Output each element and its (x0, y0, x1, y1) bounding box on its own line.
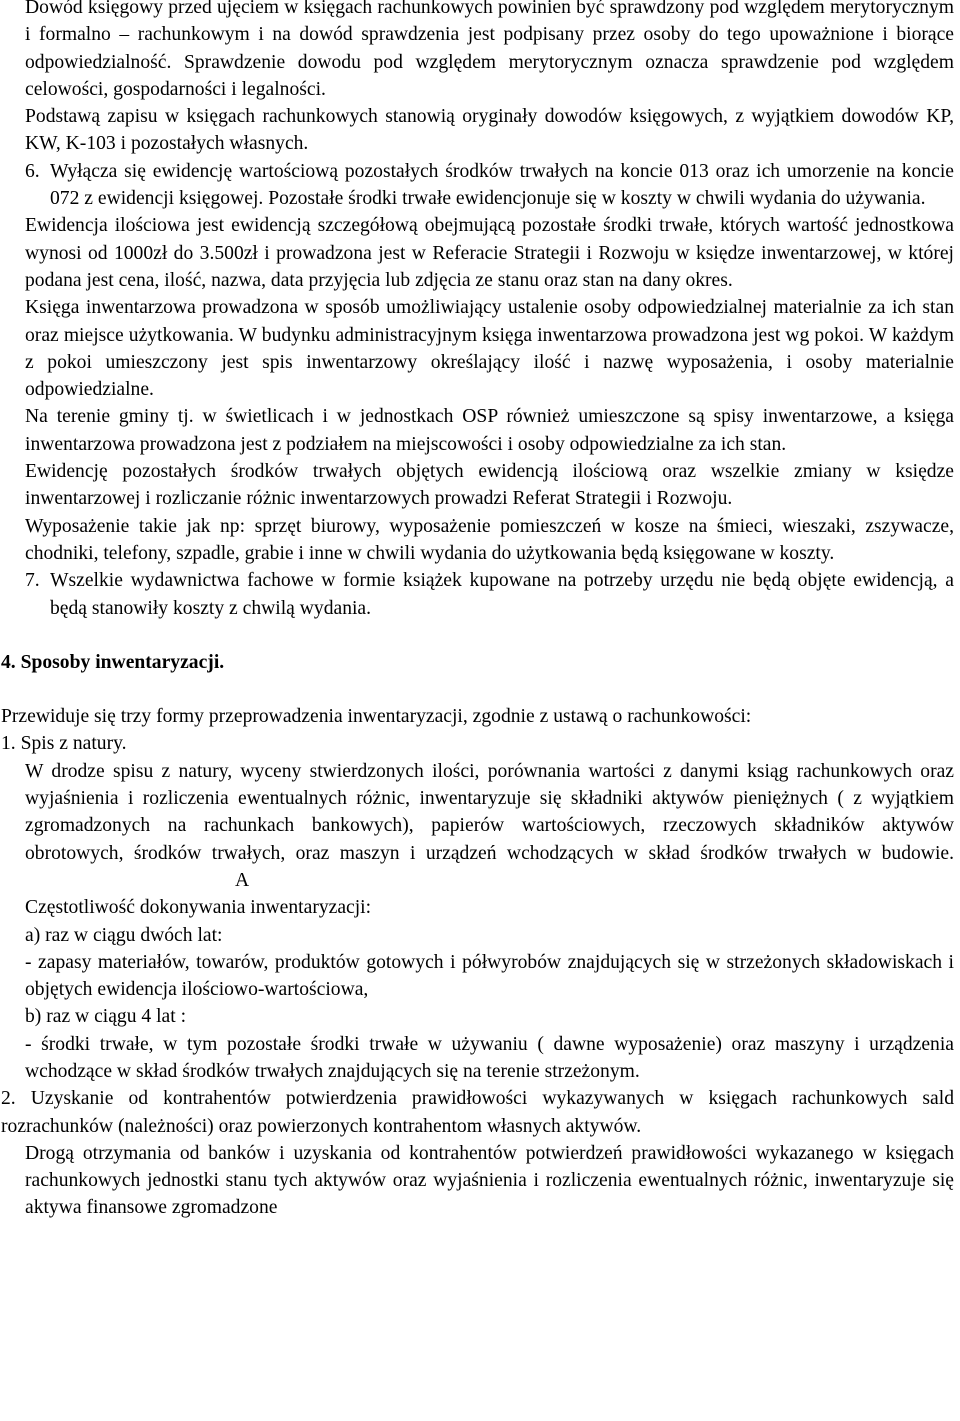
paragraph-records-department: Ewidencję pozostałych środków trwałych objętych ewidencją ilościową oraz wszelkie zmiany w księdze inwentarzowej i rozliczanie różnic inwentarzowych prowadzi Referat Strategii i Rozwoju. (25, 461, 954, 510)
paragraph-every-two-years: a) raz w ciągu dwóch lat: (25, 924, 223, 946)
paragraph-quantity-records: Ewidencja ilościowa jest ewidencją szczegółową obejmującą pozostałe środki trwałe, których wartość jednostkowa wynosi od 1000zł do 3.500zł i prowadzona jest w Referacie Strategii i Rozwoju w księdze inwentarzowej, w której podana jest cena, ilość, nazwa, data przyjęcia lub zdjęcia ze stanu oraz stan na dany okres. (25, 215, 954, 291)
paragraph-every-four-years: b) raz w ciągu 4 lat : (25, 1006, 187, 1028)
paragraph-bank-confirmation: Drogą otrzymania od banków i uzyskania od kontrahentów potwierdzeń prawidłowości wykazanego w księgach rachunkowych jednostki stanu tych aktywów oraz wyjaśnienia i rozliczenia ewentualnych różnic, inwentaryzuje się aktywa finansowe zgromadzone (25, 1142, 954, 1219)
paragraph-fixed-assets: - środki trwałe, w tym pozostałe środki trwałe w używaniu ( dawne wyposażenie) oraz maszyny i urządzenia wchodzące w skład środków trwałych znajdujących się na terenie strzeżonym. (25, 1033, 954, 1082)
paragraph-inventory-forms: Przewiduje się trzy formy przeprowadzenia inwentaryzacji, zgodnie z ustawą o rachunkowości: (1, 706, 752, 728)
paragraph-physical-count-block (0, 758, 960, 894)
margin-mark: A (235, 869, 250, 891)
paragraph-equipment-costs: Wyposażenie takie jak np: sprzęt biurowy, wyposażenie pomieszczeń w kosze na śmieci, wieszaki, zszywacze, chodniki, telefony, szpadle, grabie i inne w chwili wydania do użytkowania będą księgowane w koszty. (25, 515, 954, 564)
list-item-6 (0, 158, 960, 213)
subheading-physical-count: 1. Spis z natury. (1, 733, 127, 755)
paragraph-inventory-book: Księga inwentarzowa prowadzona w sposób umożliwiający ustalenie osoby odpowiedzialnej materialnie za ich stan oraz miejsce użytkowania. W budynku administracyjnym księga inwentarzowa prowadzona jest wg pokoi. W każdym z pokoi umieszczony jest spis inwentarzowy określający ilość i nazwę wyposażenia, i osoby materialnie odpowiedzialne. (25, 297, 954, 401)
list-item-6-number: 6. (25, 160, 40, 182)
list-item-7-number: 7. (25, 570, 40, 592)
paragraph-physical-count (0, 758, 960, 894)
paragraph-frequency: Częstotliwość dokonywania inwentaryzacji: (25, 897, 372, 919)
list-item-6-text: Wyłącza się ewidencję wartościową pozostałych środków trwałych na koncie 013 oraz ich umorzenie na koncie 072 z ewidencji księgowej. Pozostałe środki trwałe ewidencjonuje się w koszty w chwili wydania do używania. (50, 160, 954, 210)
paragraph-entry-basis: Podstawą zapisu w księgach rachunkowych stanowią oryginały dowodów księgowych, z wyjątkiem dowodów KP, KW, K-103 i pozostałych własnych. (25, 106, 954, 155)
paragraph-confirmation: 2. Uzyskanie od kontrahentów potwierdzenia prawidłowości wykazywanych w księgach rachunkowych sald rozrachunków (należności) oraz powierzonych kontrahentom własnych aktywów. (1, 1088, 954, 1137)
list-item-7-text: Wszelkie wydawnictwa fachowe w formie książek kupowane na potrzeby urzędu nie będą objęte ewidencją, a będą stanowiły koszty z chwilą wydania. (50, 570, 954, 619)
paragraph-municipality-inventory: Na terenie gminy tj. w świetlicach i w jednostkach OSP również umieszczone są spisy inwentarzowe, a księga inwentarzowa prowadzona jest z podziałem na miejscowości i osoby odpowiedzialne za ich stan. (25, 406, 954, 455)
paragraph-physical-count-text: W drodze spisu z natury, wyceny stwierdzonych ilości, porównania wartości z danymi ksiąg rachunkowych oraz wyjaśnienia i rozliczenia ewentualnych różnic, inwentaryzuje się składniki aktywów pieniężnych ( z wyjątkiem zgromadzonych na rachunkach bankowych), papierów wartościowych, rzeczowych składników aktywów obrotowych, środków trwałych, oraz maszyn i urządzeń wchodzących w skład środków trwałych w budowie. (25, 760, 954, 864)
section-heading: 4. Sposoby inwentaryzacji. (1, 651, 225, 673)
list-item-7 (0, 567, 960, 622)
paragraph-stock-items: - zapasy materiałów, towarów, produktów gotowych i półwyrobów znajdujących się w strzeżonych składowiskach i objętych ewidencja ilościowo-wartościowa, (25, 951, 954, 1001)
paragraph-document-verification: Dowód księgowy przed ujęciem w księgach rachunkowych powinien być sprawdzony pod względem merytorycznym i formalno – rachunkowym i na dowód sprawdzenia jest podpisany przez osoby do tego upoważnione i biorące odpowiedzialność. Sprawdzenie dowodu pod względem merytorycznym oznacza sprawdzenie pod względem celowości, gospodarności i legalności. (25, 0, 954, 100)
